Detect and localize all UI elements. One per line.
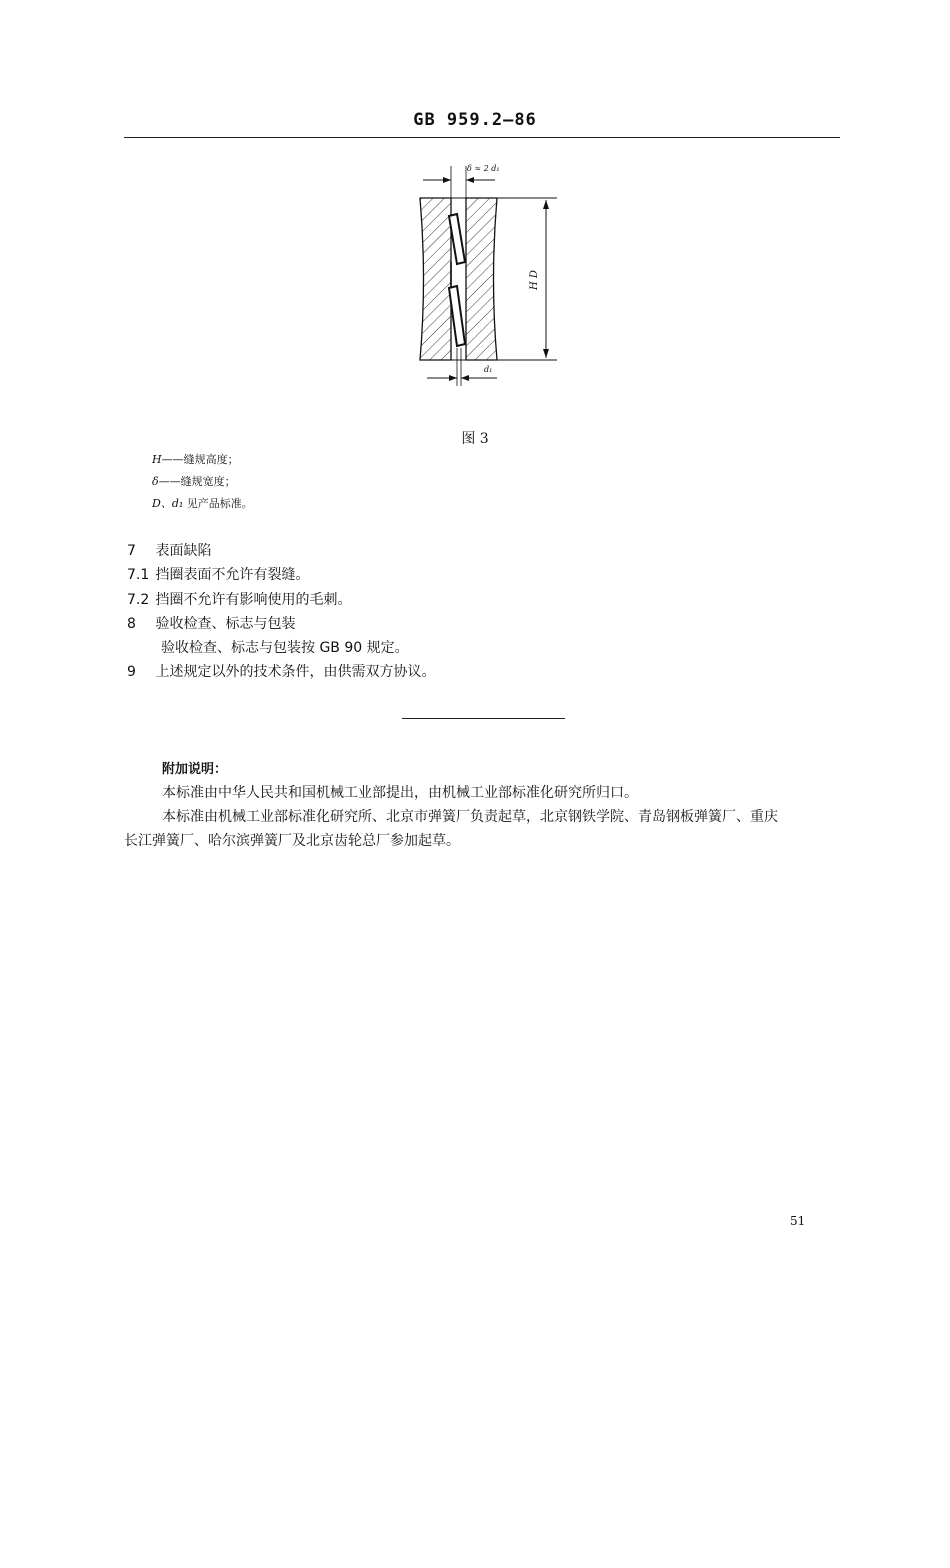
page-number: 51 [790,1214,806,1228]
section-heading: 8 验收检查、标志与包装 [127,616,296,632]
legend-item: D、d₁ 见产品标准。 [152,497,253,510]
delta-dimension-label: δ ≈ 2 d₁ [467,164,500,173]
appendix-paragraph: 本标准由机械工业部标准化研究所、北京市弹簧厂负责起草，北京钢铁学院、青岛钢板弹簧厂、重庆 [162,809,778,825]
legend-item: δ——缝规宽度； [152,475,236,488]
header-rule [124,137,840,138]
height-dimension-label: H D [529,270,540,290]
section-item: 7.1 挡圈表面不允许有裂缝。 [127,567,310,583]
page-header-title: GB 959.2—86 [413,110,537,130]
right-gauge-block [466,198,497,360]
appendix-paragraph-continued: 长江弹簧厂、哈尔滨弹簧厂及北京齿轮总厂参加起草。 [124,833,460,849]
gap-gauge-figure [405,158,575,388]
legend-item: H——缝规高度； [152,453,239,466]
section-item: 7.2 挡圈不允许有影响使用的毛刺。 [127,592,352,608]
end-rule [402,718,565,719]
section-heading: 7 表面缺陷 [127,543,212,559]
section-paragraph: 验收检查、标志与包装按 GB 90 规定。 [161,640,409,656]
left-gauge-block [420,198,451,360]
appendix-heading: 附加说明： [162,762,228,777]
d1-dimension-label: d₁ [484,365,493,374]
appendix-paragraph: 本标准由中华人民共和国机械工业部提出，由机械工业部标准化研究所归口。 [162,785,638,801]
section-heading: 9 上述规定以外的技术条件，由供需双方协议。 [127,664,436,680]
figure-caption: 图 3 [461,431,489,447]
